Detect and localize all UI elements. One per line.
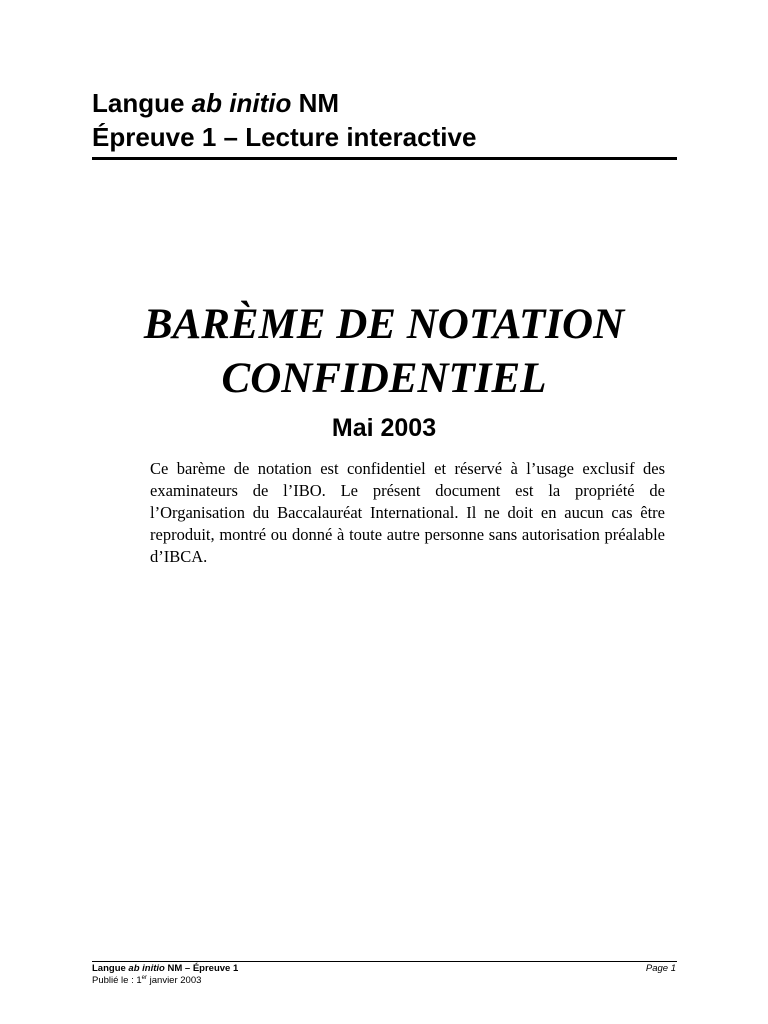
- footer-published-suffix: janvier 2003: [147, 975, 202, 986]
- header-course-italic: ab initio: [191, 88, 292, 118]
- header-course-line: [92, 86, 676, 120]
- confidentiality-notice: Ce barème de notation est confidentiel et réservé à l’usage exclusif des examinateurs de l’IBO. Le présent document est la propriété de l’Organisation du Baccalauréat International. Il ne doit en aucun cas être reproduit, montré ou donné à toute autre personne sans autorisation préalable d’IBCA.: [150, 459, 665, 566]
- footer-divider: [92, 961, 677, 962]
- footer-published-date: [92, 975, 238, 987]
- footer-title-suffix: NM – Épreuve 1: [164, 963, 239, 974]
- document-header: [92, 86, 676, 154]
- main-title-line-1: BARÈME DE NOTATION: [143, 301, 625, 348]
- footer-title-italic: ab initio: [128, 963, 165, 974]
- main-title-line-2: CONFIDENTIEL: [221, 355, 547, 402]
- footer-published-sup: er: [141, 974, 147, 981]
- footer-info: [92, 963, 238, 987]
- session-date: Mai 2003: [331, 414, 437, 442]
- header-course-suffix: NM: [291, 88, 340, 118]
- footer-title-prefix: Langue: [92, 963, 129, 974]
- header-course-prefix: Langue: [92, 88, 192, 118]
- main-title: [60, 298, 708, 406]
- page-number: Page 1: [645, 963, 676, 974]
- header-paper-line: Épreuve 1 – Lecture interactive: [92, 122, 477, 152]
- footer-document-title: [92, 963, 238, 975]
- header-divider: [92, 157, 677, 160]
- footer-published-prefix: Publié le : 1: [92, 975, 142, 986]
